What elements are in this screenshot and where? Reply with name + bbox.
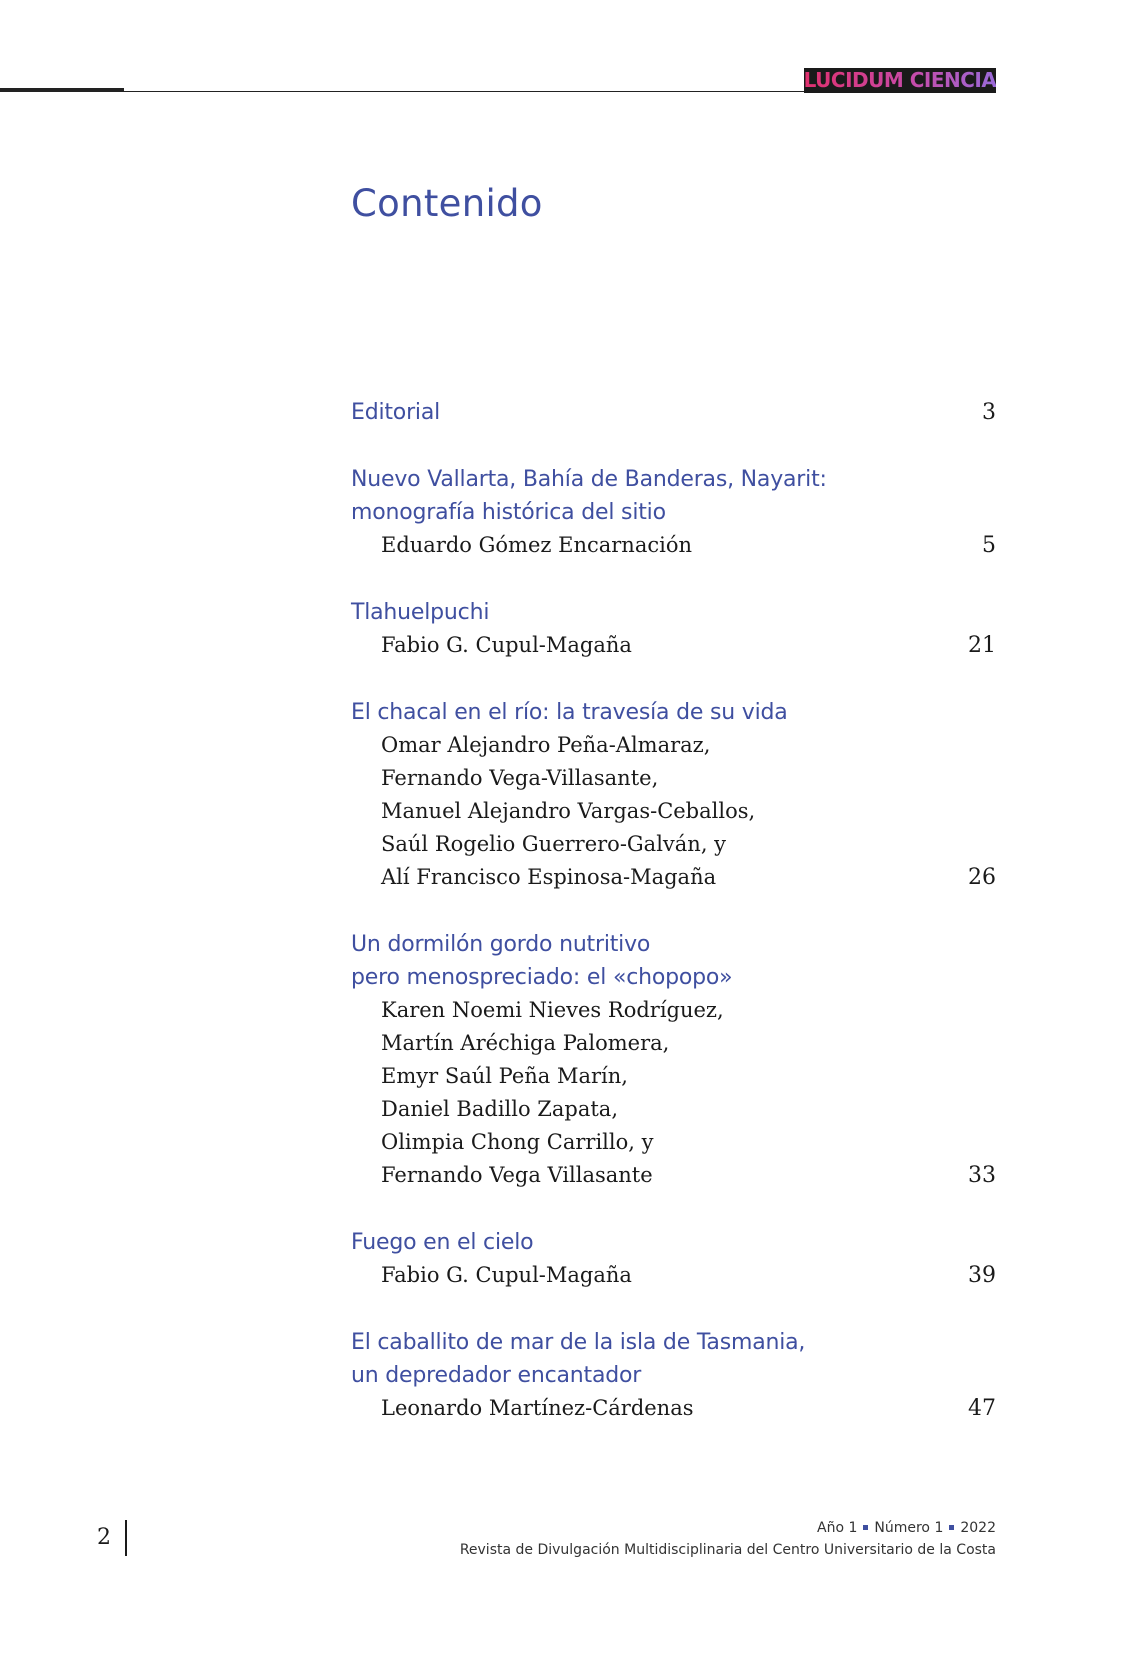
toc-author: Olimpia Chong Carrillo, y (381, 1130, 654, 1154)
folio-divider (125, 1520, 127, 1556)
brand-logo (804, 68, 996, 93)
toc-page-number: 26 (968, 865, 996, 890)
toc-entry-title[interactable]: un depredador encantador (351, 1363, 642, 1388)
toc-entry[interactable] (351, 1226, 996, 1292)
toc-author: Fabio G. Cupul-Magaña (381, 633, 632, 657)
square-bullet-icon (949, 1525, 954, 1530)
toc-entry-title[interactable]: Editorial (351, 400, 441, 425)
table-of-contents (351, 396, 996, 1459)
toc-entry-title[interactable]: El chacal en el río: la travesía de su vida (351, 700, 788, 725)
brand-logo-text: LUCIDUM CIENCIA (803, 68, 997, 92)
issue-info (460, 1517, 996, 1539)
issue-number: Número 1 (874, 1520, 944, 1536)
toc-entry-title[interactable]: monografía histórica del sitio (351, 500, 666, 525)
header-rule-thick (0, 88, 124, 92)
page-footer (460, 1517, 996, 1561)
toc-page-number: 39 (968, 1263, 996, 1288)
toc-page-number: 47 (968, 1396, 996, 1421)
toc-author: Saúl Rogelio Guerrero-Galván, y (381, 832, 727, 856)
square-bullet-icon (863, 1525, 868, 1530)
toc-entry[interactable] (351, 928, 996, 1192)
toc-author: Emyr Saúl Peña Marín, (381, 1064, 628, 1088)
issue-date: 2022 (960, 1520, 996, 1536)
toc-author: Manuel Alejandro Vargas-Ceballos, (381, 799, 756, 823)
toc-entry-title[interactable]: El caballito de mar de la isla de Tasmania, (351, 1330, 806, 1355)
page-title: Contenido (351, 182, 543, 225)
toc-author: Leonardo Martínez-Cárdenas (381, 1396, 694, 1420)
toc-author: Eduardo Gómez Encarnación (381, 533, 692, 557)
toc-entry-title[interactable]: Fuego en el cielo (351, 1230, 534, 1255)
issue-year: Año 1 (817, 1520, 858, 1536)
toc-page-number: 33 (968, 1163, 996, 1188)
toc-entry-editorial[interactable] (351, 396, 996, 429)
journal-name: Revista de Divulgación Multidisciplinaria del Centro Universitario de la Costa (459, 1542, 996, 1558)
toc-entry[interactable] (351, 463, 996, 562)
toc-page-number: 3 (982, 400, 996, 425)
toc-entry-title[interactable]: Tlahuelpuchi (351, 600, 490, 625)
toc-author: Karen Noemi Nieves Rodríguez, (381, 998, 724, 1022)
toc-author: Alí Francisco Espinosa-Magaña (381, 865, 717, 889)
toc-author: Fernando Vega-Villasante, (381, 766, 659, 790)
toc-entry-title[interactable]: Un dormilón gordo nutritivo (351, 932, 651, 957)
toc-page-number: 5 (982, 533, 996, 558)
toc-author: Martín Aréchiga Palomera, (381, 1031, 670, 1055)
toc-entry[interactable] (351, 1326, 996, 1425)
toc-entry[interactable] (351, 596, 996, 662)
toc-author: Fabio G. Cupul-Magaña (381, 1263, 632, 1287)
toc-entry[interactable] (351, 696, 996, 894)
toc-entry-title[interactable]: Nuevo Vallarta, Bahía de Banderas, Nayarit: (351, 467, 827, 492)
toc-author: Omar Alejandro Peña-Almaraz, (381, 733, 711, 757)
folio-page-number: 2 (97, 1525, 111, 1550)
toc-author: Daniel Badillo Zapata, (381, 1097, 618, 1121)
toc-entry-title[interactable]: pero menospreciado: el «chopopo» (351, 965, 733, 990)
toc-page-number: 21 (968, 633, 996, 658)
toc-author: Fernando Vega Villasante (381, 1163, 653, 1187)
